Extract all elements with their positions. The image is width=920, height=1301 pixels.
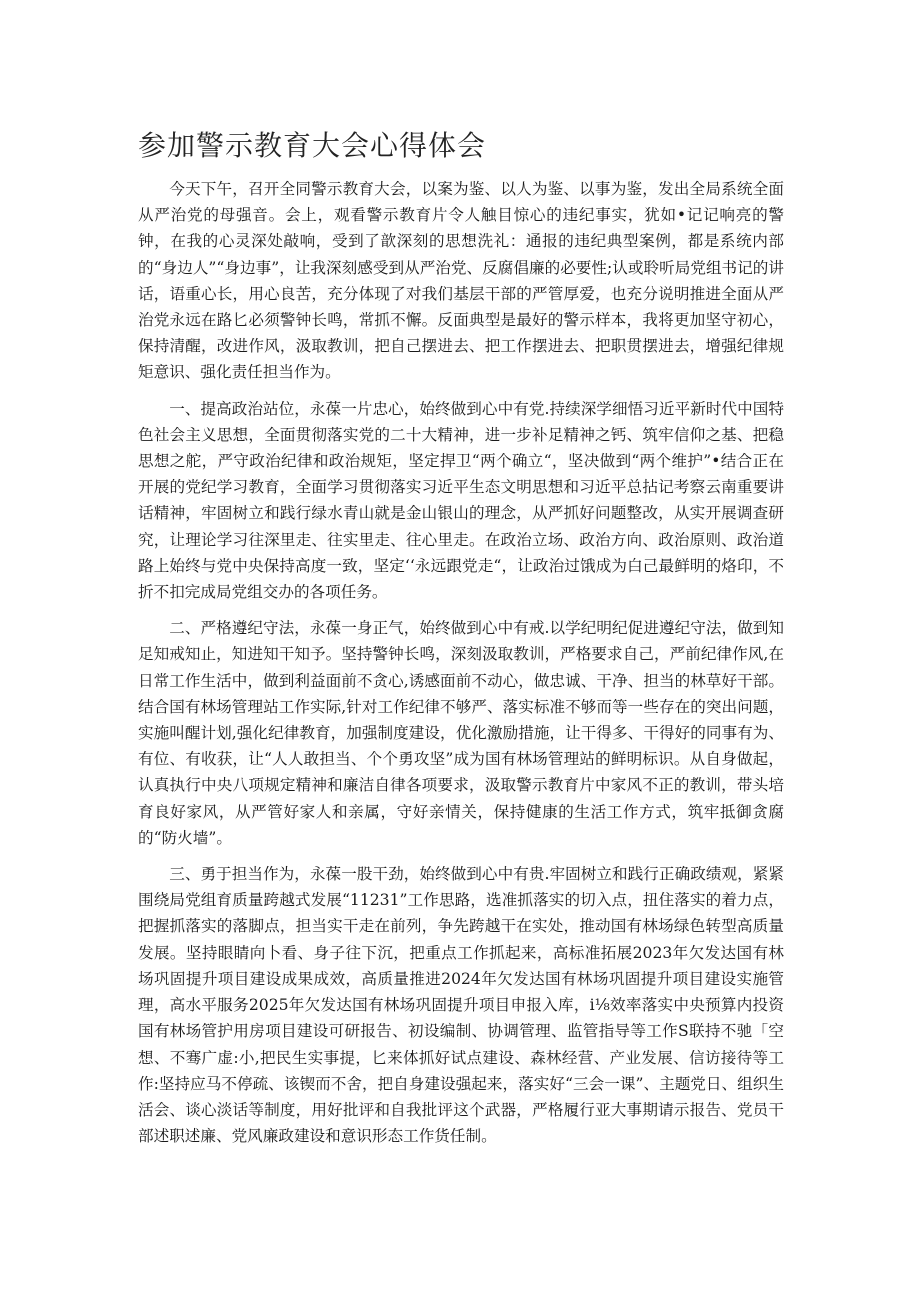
document-body xyxy=(138,176,784,1159)
section-two-paragraph: 二、严格遵纪守法，永葆一身正气，始终做到心中有戒.以学纪明纪促进遵纪守法，做到知足知戒知止，知进知干知予。坚持警钟长鸣，深刻汲取教训，严格要求自己，严前纪律作风,在日常工作生活中，做到利益面前不贪心,诱感面前不动心，做忠诚、干净、担当的林草好干部。结合国有林场管理站工作实际,针对工作纪律不够严、落实标准不够而等一些存在的突出问题，实施叫醒计划,强化纪律教育，加强制度建设，优化激励措施，让干得多、干得好的同事有为、有位、有收获，让“人人敢担当、个个勇攻坚”成为国有林场管理站的鲜明标识。从自身做起，认真执行中央八项规定精神和廉洁自律各项要求，汲取警示教育片中家风不正的教训，带头培育良好家风，从严管好家人和亲属，守好亲情关，保持健康的生活工作方式，筑牢抵御贪腐的“防火墙”。 xyxy=(138,619,784,847)
section-three-paragraph: 三、勇于担当作为，永葆一股干劲，始终做到心中有贵.牢固树立和践行正确政绩观，紧紧围绕局党组育质量跨越式发展“11231”工作思路，选准抓落实的切入点，扭住落实的着力点，把握抓落实的落脚点，担当实干走在前列，争先跨越干在实处，推动国有林场绿色转型高质量发展。坚持眼睛向卜看、身子往下沉，把重点工作抓起来，高标准拓展2023年欠发达国有林场巩固提升项目建设成果成效，高质量推进2024年欠发达国有林场巩固提升项目建设实施管理，高水平服务2025年欠发达国有林场巩固提升项目申报入库，i⅛效率落实中央预算内投资国有林场管护用房项目建设可研报告、初设编制、协调管理、监管指导等工作S联持不驰「空想、不骞广虚:小,把民生实事提，匕来体抓好试点建设、森林经营、产业发展、信访接待等工作:坚持应马不停疏、该锲而不舍，把自身建设强起来，落实好“三会一课”、主题党日、组织生活会、谈心淡话等制度，用好批评和自我批评这个武器，严格履行亚大事期请示报告、党员干部述职述廉、党风廉政建设和意识形态工作货任制。 xyxy=(138,865,784,1146)
document-title: 参加警示教育大会心得体会 xyxy=(138,129,487,162)
intro-paragraph: 今天下午，召开全同警示教育大会，以案为鉴、以人为鉴、以事为鉴，发出全局系统全面从严治党的母强音。会上，观看警示教育片令人触目惊心的违纪事实，犹如•记记响亮的警钟，在我的心灵深处敲响，受到了歆深刻的思想洗礼：通报的违纪典型案例，都是系统内部的“身边人”“身边事”，让我深刻感受到从严治党、反腐倡廉的必要性;认或聆听局党组书记的讲话，语重心长，用心良苦，充分体现了对我们基层干部的严管厚爱，也充分说明推进全面从严治党永远在路匕必须警钟长鸣，常抓不懈。反面典型是最好的警示样本，我将更加坚守初心，保持清醒，改进作风，汲取教训，把自己摆进去、把工作摆进去、把职贯摆进去，增强纪律规矩意识、强化责任担当作为。 xyxy=(138,180,784,382)
section-one-paragraph: 一、提高政治站位，永葆一片忠心，始终做到心中有党.持续深学细悟习近平新时代中国特色社会主义思想，全面贯彻落实党的二十大精神，进一步补足精神之钙、筑牢信仰之基、把稳思想之舵，严守政治纪律和政治规矩，坚定捍卫“两个确立“，坚决做到“两个维护”•结合正在开展的党纪学习教育，全面学习贯彻落实习近平生态文明思想和习近平总拈记考察云南重要讲话精神，牢固树立和践行绿水青山就是金山银山的理念，从严抓好问题整改，从实开展调查研究，让理论学习往深里走、往实里走、往心里走。在政治立场、政治方向、政治原则、政治道路上始终与党中央保持高度一致，坚定‘‘永远跟党走“，让政治过饿成为白己最鲜明的烙印，不折不扣完成局党组交办的各项任务。 xyxy=(138,399,784,602)
